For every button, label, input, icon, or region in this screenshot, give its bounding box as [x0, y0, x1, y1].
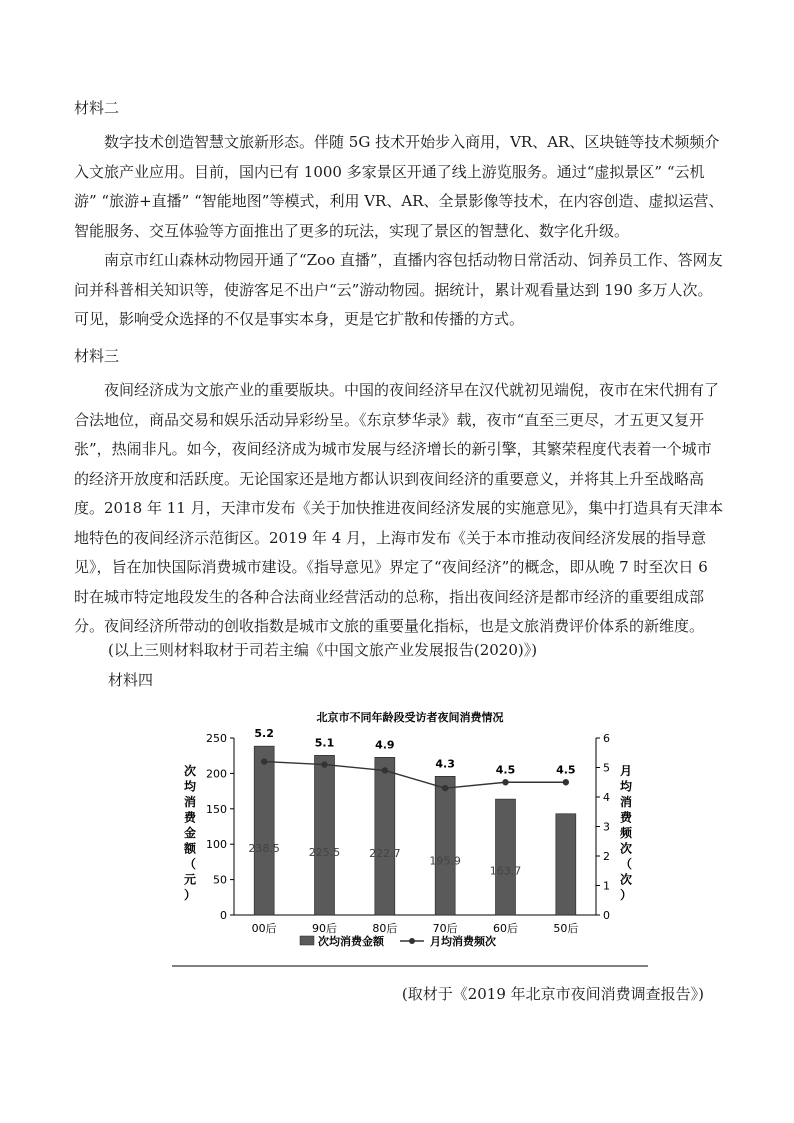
- bar-value-label: 163.7: [489, 864, 522, 878]
- left-tick-label: 200: [206, 767, 227, 781]
- material2-paragraph-2: 南京市红山森林动物园开通了“Zoo 直播”，直播内容包括动物日常活动、饲养员工作、答网友问并科普相关知识等，使游客足不出户“云”游动物园。据统计，累计观看量达到 190 多万人次。可见，影响受众选择的不仅是事实本身，更是它扩散和传播的方式。: [74, 251, 723, 328]
- right-tick-label: 3: [603, 820, 610, 834]
- y-axis-title-char: ）: [183, 888, 197, 902]
- bar: [435, 776, 455, 915]
- chart-source-note: (取材于《2019 年北京市夜间消费调查报告》): [401, 985, 704, 1003]
- frequency-line: [264, 762, 566, 789]
- source-note: (以上三则材料取材于司若主编《中国文旅产业发展报告(2020)》): [108, 641, 538, 659]
- left-tick-label: 50: [213, 873, 227, 887]
- right-tick-label: 5: [603, 761, 610, 775]
- frequency-point: [261, 758, 267, 764]
- legend-line-label: 月均消费频次: [430, 935, 496, 948]
- legend-bar-swatch: [300, 936, 314, 945]
- x-tick-label: 50后: [553, 922, 579, 935]
- legend-line-marker: [409, 938, 415, 944]
- bar: [496, 799, 516, 915]
- y2-axis-title-char: 次: [619, 872, 633, 887]
- bar-value-label: 195.9: [429, 854, 461, 868]
- right-tick-label: 2: [603, 850, 610, 863]
- left-tick-label: 150: [206, 802, 227, 816]
- bar-value-label: 238.5: [248, 842, 280, 856]
- y-axis-title-char: （: [183, 857, 197, 871]
- bar: [556, 814, 576, 915]
- frequency-point: [563, 779, 569, 785]
- chart-marks: [183, 727, 633, 948]
- right-tick-label: 4: [603, 791, 610, 804]
- material4-heading: 材料四: [108, 671, 154, 689]
- frequency-value-label: 4.9: [375, 738, 395, 752]
- x-tick-label: 70后: [432, 922, 458, 935]
- bar: [254, 746, 274, 915]
- right-tick-label: 6: [603, 732, 610, 745]
- material3-paragraph-1: 夜间经济成为文旅产业的重要版块。中国的夜间经济早在汉代就初见端倪，夜市在宋代拥有了合法地位，商品交易和娱乐活动异彩纷呈。《东京梦华录》载，夜市“直至三更尽，才五更又复开张”，热闹非凡。如今，夜间经济成为城市发展与经济增长的新引擎，其繁荣程度代表着一个城市的经济开放度和活跃度。无论国家还是地方都认识到夜间经济的重要意义，并将其上升至战略高度。2018 年 11 月，天津市发布《关于加快推进夜间经济发展的实施意见》，集中打造具有天津本地特色的夜间经济示范街区。2019 年 4 月，上海市发布《关于本市推动夜间经济发展的指导意见》，旨在加快国际消费城市建设。《指导意见》界定了“夜间经济”的概念，即从晚 7 时至次日 6 时在城市特定地段发生的各种合法商业经营活动的总称，指出夜间经济是都市经济的重要组成部分。夜间经济所带动的创收指数是城市文旅的重要量化指标，也是文旅消费评价体系的新维度。: [74, 381, 724, 635]
- frequency-point: [502, 779, 508, 785]
- frequency-point: [321, 761, 327, 767]
- y-axis-title-char: 费: [183, 810, 197, 825]
- bar-value-label: 222.7: [369, 846, 401, 860]
- bar: [315, 755, 335, 915]
- material3-heading: 材料三: [74, 347, 120, 365]
- y2-axis-title-char: 消: [619, 795, 633, 809]
- left-tick-label: 250: [206, 732, 227, 745]
- y-axis-title-char: 次: [183, 764, 197, 778]
- frequency-value-label: 5.2: [254, 727, 274, 741]
- bar-value-label: 225.5: [308, 845, 341, 859]
- frequency-point: [442, 785, 448, 791]
- y-axis-title-char: 金: [183, 826, 197, 840]
- right-tick-label: 0: [603, 909, 610, 922]
- material2-paragraph-1: 数字技术创造智慧文旅新形态。伴随 5G 技术开始步入商用，VR、AR、区块链等技术频频介入文旅产业应用。目前，国内已有 1000 多家景区开通了线上游览服务。通过“虚拟景区” “云机游” “旅游+直播” “智能地图”等模式，利用 VR、AR、全景影像等技术，在内容创造、虚拟运营、智能服务、交互体验等方面推出了更多的玩法，实现了景区的智慧化、数字化升级。: [74, 133, 724, 240]
- right-tick-label: 1: [603, 879, 610, 893]
- material2-heading: 材料二: [74, 99, 120, 117]
- left-tick-label: 0: [220, 909, 227, 922]
- y-axis-title-char: 均: [183, 779, 197, 794]
- y2-axis-title-char: 费: [619, 810, 633, 825]
- y2-axis-title-char: 频: [619, 826, 633, 840]
- y-axis-title-char: 消: [183, 795, 197, 809]
- frequency-value-label: 4.3: [435, 757, 455, 771]
- y2-axis-title-char: ）: [619, 888, 633, 902]
- y2-axis-title-char: 月: [619, 764, 633, 778]
- frequency-value-label: 5.1: [314, 736, 335, 750]
- x-tick-label: 60后: [493, 922, 518, 935]
- left-tick-label: 100: [206, 838, 227, 852]
- x-tick-label: 00后: [251, 922, 277, 935]
- frequency-value-label: 4.5: [495, 763, 516, 777]
- bar: [375, 757, 395, 915]
- y-axis-title-char: 额: [183, 841, 197, 856]
- night-consumption-chart: [172, 700, 648, 970]
- legend-bar-label: 次均消费金额: [318, 935, 384, 948]
- x-tick-label: 80后: [372, 922, 398, 935]
- frequency-value-label: 4.5: [556, 763, 576, 777]
- y-axis-title-char: 元: [183, 872, 197, 887]
- x-tick-label: 90后: [312, 922, 337, 935]
- y2-axis-title-char: 均: [619, 779, 633, 794]
- chart-title: 北京市不同年龄段受访者夜间消费情况: [316, 711, 504, 724]
- frequency-point: [382, 767, 388, 773]
- y2-axis-title-char: （: [619, 857, 633, 871]
- y2-axis-title-char: 次: [619, 841, 633, 856]
